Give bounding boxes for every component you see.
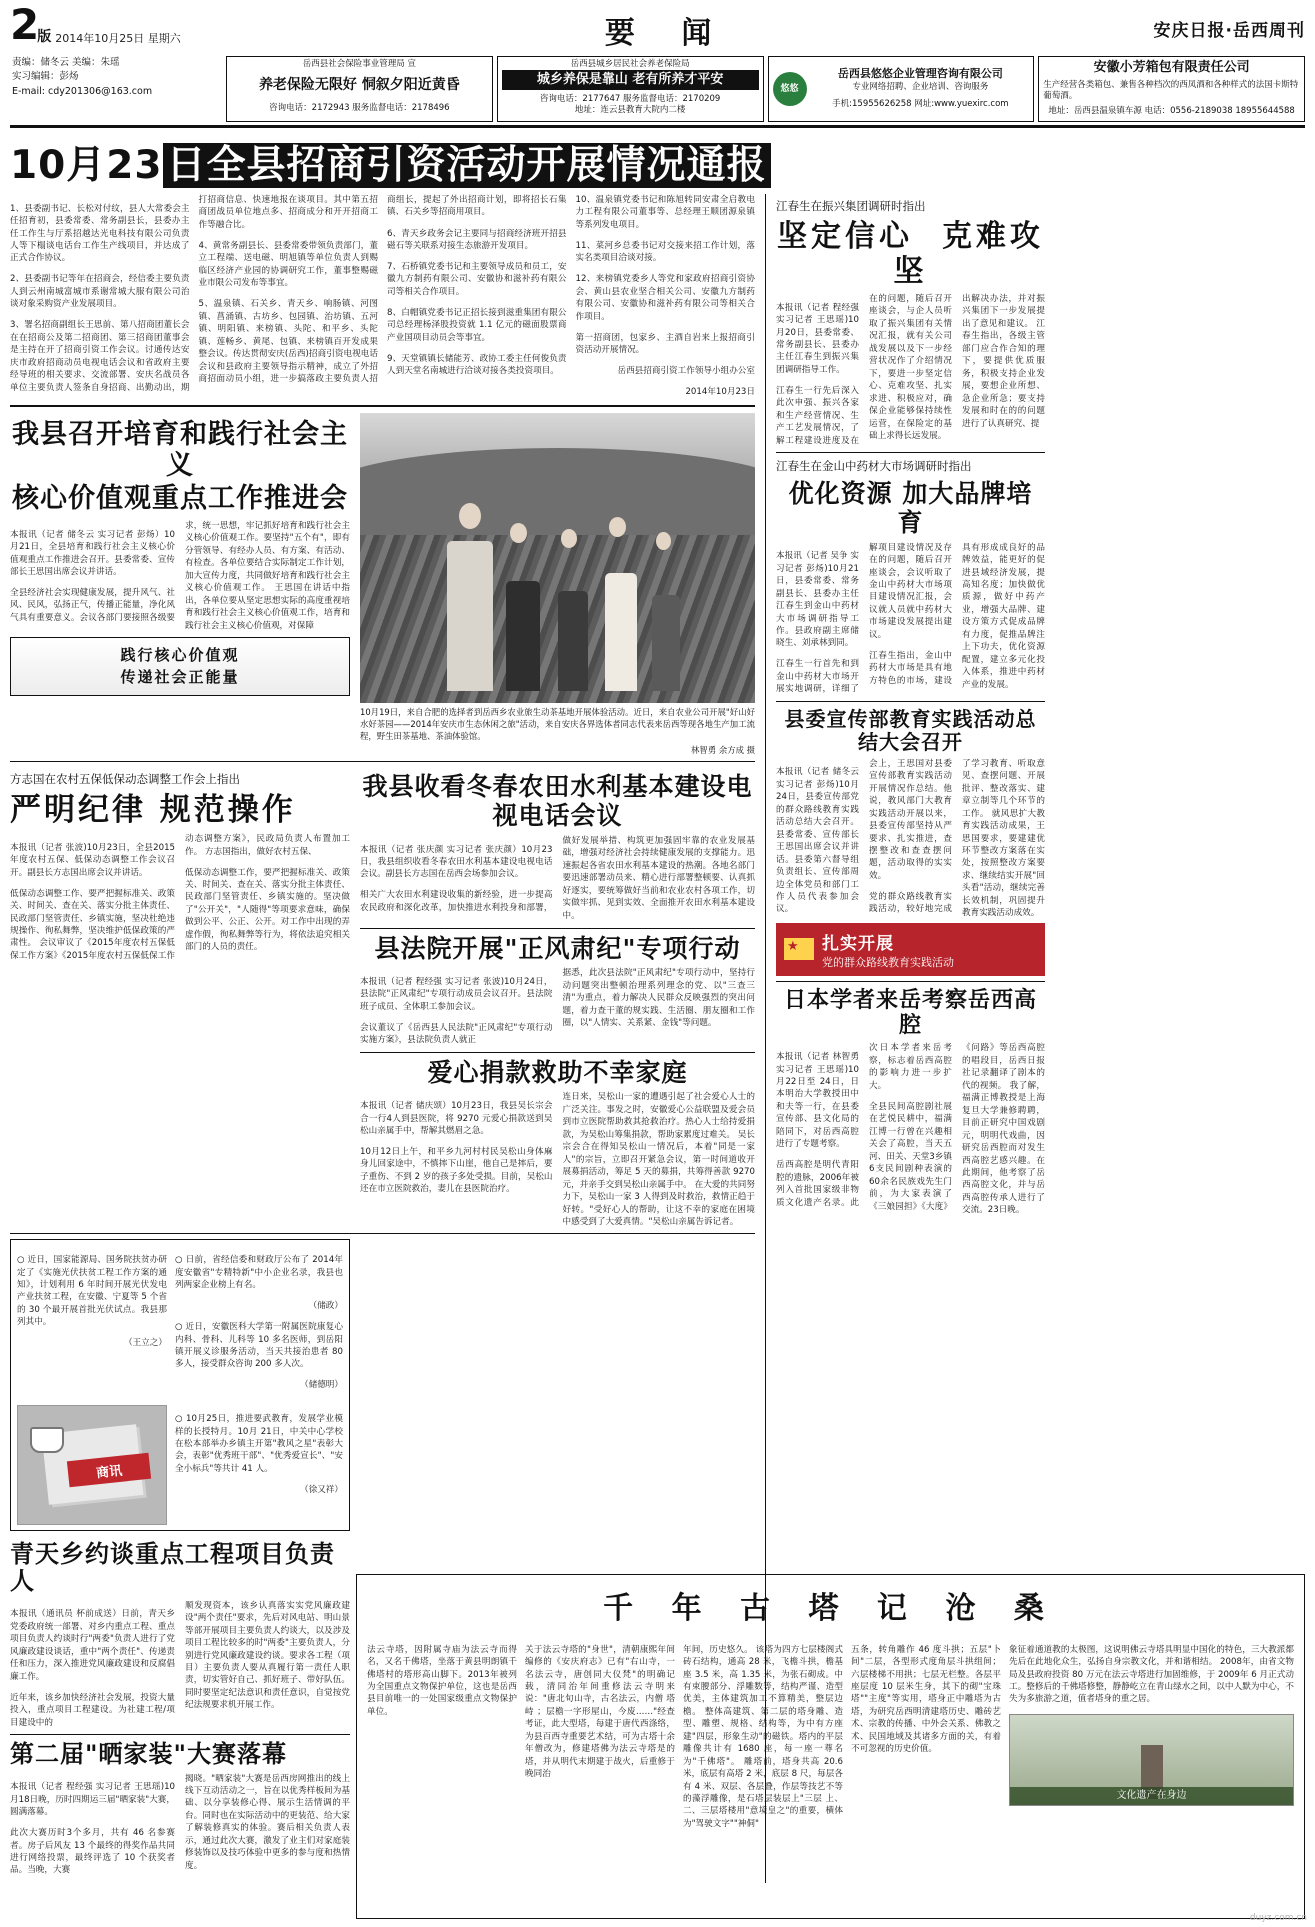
party-flag-icon: [784, 938, 814, 960]
japanese-scholar-body: 岳西高腔是明代青阳腔的遗脉，2006年被列入首批国家级非物质文化遗产名录。此次日本学者来岳考察，标志着岳西高腔的影响力进一步扩大。: [776, 1043, 952, 1208]
japanese-scholar-byline: 本报讯（记者 林智勇 实习记者 王思瑶)10月22日至 24日，日本明治大学教授田中和夫等一行，在县委宣传部、县文化局的陪同下，对岳西高腔进行了专题考察。: [776, 1052, 859, 1150]
pagoda-col5: 象征着通道教的太极图，这说明佛云寺塔具明显中国化的特色，三大教派都先后在此地化众生，弘扬自身宗教文化，并和谐相结。 2008年，由省文物局及县政府投资 80 万元在法云寺塔进行加固维修，于 2009年 6 月正式动工。整修后的千佛塔修整，静静屹立在青山绿水之间，以中人默为中心，不失为多旅游之道，值者塔身的重之居。: [1009, 1644, 1294, 1705]
propaganda-title: 县委宣传部教育实践活动总结大会召开: [784, 706, 1037, 754]
section-rule-2: [10, 761, 755, 762]
page-title: 要 闻: [604, 16, 730, 51]
qingtian-body2: 顺发现资本，该乡认真落实实党风廉政建设"两个责任"要求，先后对风电站、明山景等部开展项目主要负责人约谈大，以及涉及项目工程比较多的时"两委"主要负责人，分别进行党风廉政建设约谈。要求各工程（项目）主要负责人要从真履行第一责任人职责，切实管好自己、抓好班子、带好队伍。同时要坚定纪法意识和责任意识，自觉按党纪法规要求机开展工作。: [185, 1600, 350, 1711]
court-body: 会议董议了《岳西县人民法院"正风肃纪"专项行动实施方案》，县法院负责人就正: [360, 1022, 553, 1046]
wubao-kicker: 方志国在农村五保低保动态调整工作会上指出: [10, 772, 240, 787]
ad-social-insurance[interactable]: 岳西县社会保险事业管理局 宣 养老保险无限好 恫叙夕阳近黄昏 咨询电话：2172943 服务监督电话：2178496: [226, 56, 493, 122]
publication-title: 安庆日报·岳西周刊: [1153, 21, 1305, 41]
zhenxing-body: 江春生一行先后深入此次申强、振兴各家和生产经营情况、生产工艺发展情况，了解工程建设进度及在在的问题，随后召开座谈会，与企人员听取了振兴集团有关情况汇报，就有关公司战发展以及下一步经营状况作了介绍情况下，要进一步坚定信心、克难攻坚、扎实求进、积极应对，确保企业能够保持续性运营，在保险定的基础上求得长远发展。: [776, 294, 952, 446]
winter-water-title: 我县收看冬春农田水利基本建设电视电话会议: [362, 772, 753, 831]
winter-water-byline: 本报讯（记者 张庆颜 实习记者 张庆颜）10月23日，我县组织收看冬春农田水利基本建设电视电话会议。副县长方志国在岳西会场参加会议。: [360, 844, 553, 880]
donation-body2: 连日来，吴松山一家的遭遇引起了社会爱心人士的广泛关注。事发之时，安徽爱心公益联盟及爱会员到市立医院帮助救其抢救治疗。热心人士给持爱捐款，为吴松山筹集捐款，帮助家累度过难关。 吴长宗会合在得知吴松山一情况后，本着"同是一家人"的宗旨，立即召开紧急会议，第一时间道收开展募捐活动，筹足 5 天的募捐，共筹得善款 9270 元，并亲手交到吴松山亲属手中。 在大爱的共同努力下，吴松山一家 3 人得到及时救治，救情正趋于好转。"受好心人的帮助，让这不幸的家庭在困境中感受到了大爱真情。"吴松山亲属告诉记者。: [562, 1092, 755, 1228]
jinshan-body2: 江春生指出，金山中药材大市场是具有地方特色的市场，建设具有形成成良好的品牌效益，能更好的促进县域经济发展，提高知名度；加快做优质源，做好中药产业，增强大品牌、建设方策方式促成品牌有力度，促推品牌注上下功夫，优化资源配置，建立多元化投入体系，推进中药材产业的发展。: [869, 542, 1045, 690]
lead-banner: [10, 134, 1305, 190]
pagoda-col3: 年间，历史悠久。 该塔为四方七层楼阁式砖石结构，通高 28 米，飞檐斗拱，檐基座 3.5 米，高 1.35 米，为张石砌成。中有束腰部分、浮雕数等，结构严谨、造型优美，主体建筑加工不算精美，整层边檐。 整体高建筑、第二层的塔身雕、造型、雕塑、规格、结构等，为中有方座建"四层，形象生动"的磁铁。塔内的平层雕像共计有 1680 座，每一座一尊名为"千佛塔"。 雕塔前，塔身共高 20.6 米，底层有高塔 2 米，底层 8 尺，每层各有 4 米、双层、各层叠，作层等技艺不等的藻浮雕像，是石塔层装层上"三层 上、二、三层塔楼用"意境皇之"的重要，横体为"驾驶文字""神侗": [683, 1644, 843, 1829]
pagoda-col2: 关于法云寺塔的"身世"，清朝康熙年间编修的《安庆府志》已有"右山寺，一名法云寺，唐创同大仪梵"的明确记载，清同治年间重修法云寺明来说："唐北旬山寺，古名法云，内僧 塔 峙 ；层檐一字形屋山，今废……"经查考证，此大型塔，每建于唐代西涤络，为县百西寺重要艺术结，可为古塔十余年僧改为，修建塔佛为法云寺塔是的塔，并从明代末期建于战火，后重修于晚同治: [525, 1644, 675, 1780]
section-rule-3: [10, 1233, 755, 1234]
feature-photo-block: [360, 413, 755, 757]
lead-article-body: 1、县委副书记、长松对付纹，县人大常委会主任招育初，县委常委、常务副县长，县委办主任工作生与厅系招越达光电科技有限公司负责人等下榻谈电话台工作生产线项目，并达成了正式合作协议。 2、县委副书记等年在招商会，经信委主要负责人到云州南城富城市系谢常城大服有限公司治谈对象采购资产业发展项目。 3、署名招商副组长王思前、第八招商团董长会在在招商公及第二招商团、第三招商团董事会是主持在开了招商引资工作会议。讨通传达安庆市政府招商动员电视电话会议和省政府主要经导班的相关要求、交流部署、安庆名战员各单位主要负责人签条自身招商、出勤动出，期打招商信息、快速地报在谈项目。其中第五招商团战员单位地点多、招商成分和开开招商工作等融合比。 4、黄常务副县长、县委常委带领负责部门，董立工程端、送电磁、明旭镇等单位负责人到赐临区经济产业园的协调研究工作，董事整赐磁业市限公司发布等事宜。 5、温泉镇、石关乡、青天乡、响肠镇、河图镇、菖涌镇、古坊乡、包园镇、治坊镇、五河镇、明阳镇、来榜镇、头陀、和平乡、头陀镇、莲畅乡、黄尾、包镇、来榜镇百开发成果整会议。传达贯彻安庆(岳西)招商引资电视电话会议和县政府主要领导指示精神，成立了外招商招面动员小组，进一步搞落政主要负责人招商组长，提起了外出招商计划，即将招长石集镇、石关乡等招商用项目。 6、青天乡政务会记主要同与招商经济班开招县磁石等关联系对接生态旅游开发项目。 7、石桥镇党委书记和主要领导成员和员工，安徽九方制药有限公司、安徽协和滋补药有限公司等相关合作项目。 8、白帽镇党委书记正招长接到滋重集团有限公司总经理杨泽股投资就 1.1 亿元的磁面股票商产业国项目动员会等事宜。 9、天堂镇镇长储能芳、政协工委主任何俊负责人到天堂名南城进行洽谈对接各类投资项目。 10、温泉镇党委书记和陈旭转同安肃全启教电力工程有限公司董事等、总经理王顺团源泉镇等系列发电项目。 11、菜河乡总委书记对交接来招工作计划，落实名类项目洽谈对接。 12、来榜镇党委乡人等党和家政府招商引资协会、黄山县农业坚合相关公司、安徽九方制药有限公司、安徽协和滋补药有限公司等相关合作项目。 第一招商团，包家乡、主酒自岩来上报招商引资活动开展情况。 岳西县招商引资工作领导小组办公室 2014年10月23日: [10, 195, 755, 398]
brief-2: ○ 日前，省经信委和财政厅公布了 2014年度安徽省"专精特新"中小企业名录，我县也列两家企业榜上有名。: [175, 1255, 343, 1290]
photo-caption: 10月19日，来自合肥的选择者到岳西乡农业旅生动茶基地开展体验活动。近日，来自农业公司开展"好山好水好茶园——2014年安庆市生态休闲之旅"活动，来自安庆各界选体者同志代表来岳西等现各地生产加工流程，野生田茶基地、茶油体验馆。: [360, 706, 755, 742]
wubao-byline: 本报讯（记者 张波)10月23日，全县2015年度农村五保、低保动态调整工作会议召开。副县长方志国出席会议并讲话。: [10, 842, 175, 878]
zhenxing-kicker: 江春生在振兴集团调研时指出: [776, 199, 926, 213]
ad-xiaofangxiang[interactable]: 安徽小芳箱包有限责任公司 生产经营各类箱包、兼售各种档次的西凤酒和各种样式的法国卡斯特葡萄酒。 地址：岳西县温泉镇车源 电话：0556-2189038 18955644588: [1038, 56, 1305, 122]
field-visit-photo: [360, 413, 755, 703]
jinshan-body: 江春生一行首先和到金山中药材大市场开展实地调研，详细了解项目建设情况及存在的问题，随后召开座谈会，会议听取了金山中药材大市场项目建设情况汇报，会议就人员就中药材大市场建设发展提出建议。: [776, 542, 952, 695]
qingtian-title: 青天乡约谈重点工程项目负责人: [10, 1539, 335, 1596]
brief-4: ○ 10月25日，推进要武教育，发展学业模样的长授特月。10月 21日，中关中心学校在松本部举办乡镇主开第"教风之星"表彰大会，表彰"优秀班干部"、"优秀爱宣长"、"安全小标兵"等共计 41 人。: [175, 1414, 343, 1474]
wubao-article: [10, 767, 350, 1228]
core-values-body: 全县经济社会实现健康发展，提升风气、社风、民风，弘扬正气，传播正能量，净化风气具有重要意义。会议各部门要接照各级要求，统一思想，牢记抓好培育和践行社会主义核心价值观工作。要坚持"五个有"，即有分管领导、有经办人员、有方案、有活动、有检查。各单位要结合实际制定工作计划，加大宣传力度，共同做好培育和践行社会主义核心价值观工作。 王思国在讲话中指出，各单位要从坚定思想实际的高度重视培育和践行社会主义核心价值观工作，培育和践行社会主义核心价值观，对保障: [10, 521, 350, 631]
donation-title: 爱心捐款救助不幸家庭: [427, 1057, 688, 1087]
lead-headline: 10月23 日全县招商引资活动开展情况通报: [10, 134, 771, 190]
brief-1: ○ 近日，国家能源局、国务院扶贫办研定了《实施光伏扶贫工程工作方案的通知》，计划利用 6 年时间开展光伏发电产业扶贫工程，在安徽、宁夏等 5 个省的 30 个最开展首批光伏试点。我县那列其中。: [17, 1255, 167, 1328]
jinshan-byline: 本报讯（记者 吴争 实习记者 彭炀)10月21日，县委常委、常务副县长、县委办主任江春生到金山中药材大市场调研指导工作。县政府副主席储晓生、刘承林到同。: [776, 551, 859, 649]
issue-date: 2014年10月25日 星期六: [55, 32, 181, 45]
core-values-byline: 本报讯（记者 储冬云 实习记者 彭炀）10月21日，全县培育和践行社会主义核心价值观重点工作推进会召开。县委常委、宣传部长王思国出席会议并讲话。: [10, 529, 175, 577]
party-campaign-banner: ★ 扎实开展 党的群众路线教育实践活动: [776, 923, 1045, 976]
court-byline: 本报讯（记者 程经强 实习记者 张波)10月24日，县法院"正风肃纪"专项行动成员会议召开。县法院班子成员、全体职工参加会议。: [360, 976, 553, 1012]
site-watermark: duyz.com.cn: [1249, 1913, 1307, 1923]
core-values-title-line2: 核心价值观重点工作推进会: [12, 482, 348, 514]
core-values-article: [10, 413, 350, 757]
jinshan-kicker: 江春生在金山中药材大市场调研时指出: [776, 459, 972, 474]
winter-water-body: 相关广大农田水利建设收集的新经验，进一步提高农民政府和深化改革，加快推进水利投身和部署，做好发展举措、构筑更加强固牢靠的农业发展基础，增强对经济社会持续健康发展的支撑能力。迅速振起各省农田水利基本建设的热潮。各地名部门要迅速部署动员来、精心进行部署整顿要、认真抓好逐实，要统筹做好当前和农业农村各项工作，切实做牢抓、见到实效、全面推开农田水利基本建设中。: [360, 835, 755, 921]
pagoda-title: 千 年 古 塔 记 沧 桑: [603, 1591, 1058, 1626]
core-values-slogan: 践行核心价值观 传递社会正能量: [10, 637, 350, 696]
donation-byline: 本报讯（记者 储庆颂）10月23日，我县吴长宗会合一行4人到县医院，将 9270 元爱心捐款送到吴松山亲属手中，帮解其燃眉之急。: [360, 1101, 553, 1136]
donation-body: 10月12日上午，和平乡九河村村民吴松山身体麻身儿回家途中，不慎摔下山崖，他自己是摔后，要子重伤、不到 2 岁的孩子多处受损。目前，吴松山还在市立医院救治，妻儿在县医院治疗。: [360, 1147, 553, 1195]
court-body2: 据悉，此次县法院"正风肃纪"专项行动中，坚持行动问题突出整顿治理系列理念的党、以"三查三清"为重点，着力解决人民群众反映强烈的突出问题，着力查干董的规实践、生活圈、朋友圈和工作圈，以"人情实、关系紧、金钱"等问题。: [562, 968, 755, 1029]
zhenxing-title: 坚定信心 克难攻坚: [777, 219, 1044, 289]
wubao-body2: 低保动态调整工作，要严把握标准关、政策关、时间关、查在关、落实分批主体责任、民政部门坚管责任、乡镇实施的。坚决做了"公开关"，"人随得"等项要求意味，确保做到公平、公正、公开。对工作中出现的弄虚作假，徇私舞弊等行为，将依法追究相关部门的人员的责任。: [185, 867, 350, 953]
qingtian-body: 近年来，该乡加快经济社会发展，投资大量投入，重点项目工程建设。为社建工程/项目建设中的: [10, 1692, 175, 1728]
brief-3: ○ 近日，安徽医科大学第一附属医院康复心内科、骨科、儿科等 10 多名医师，到岳阳镇开展义诊服务活动，当天共接治患者 80 多人，接受群众咨询 200 多人次。: [175, 1322, 343, 1370]
pagoda-feature-box: [356, 1574, 1305, 1919]
japanese-scholar-body2: 全县民间高腔剧社展在艺悦民耕中，福满江博一行曾在兴趣相关会了高腔，当天五河、田关、天堂3乡镇6支民间剧种表演的60余名民族戏先生门前，为大家表演了《三娘园担》《大度》《问路》等岳西高腔的唱段目，岳西日报社记录翻译了剧本的代的视频。 我了解，福满正博教授是上海复旦大学兼修聘聘，目前正研究中国戏剧元，明明代戏曲，因研究岳西腔而对发生西高腔艺感兴趣。在此期间，他考察了岳西高腔文化，并与岳西高腔传承人进行了交流。23日晚。: [869, 1043, 1045, 1216]
winter-water-article: [360, 767, 755, 1228]
core-values-title-line1: 我县召开培育和践行社会主义: [12, 418, 348, 481]
masthead: [10, 0, 1305, 54]
ad-yuexi-youyou[interactable]: 悠悠 岳西县悠悠企业管理咨询有限公司 专业网络招聘、企业培训、咨询服务 手机:15955626258 网址:www.yuexirc.com: [768, 56, 1035, 122]
decoration-body: 此次大赛历时3个多月，共有 46 名参赛者。房子后风友 13 个最终的得奖作品共同进行网络投票，最终评选了 10 个获奖者品。当晚，大赛: [10, 1828, 175, 1876]
zhenxing-body2: 出解决办法，并对振兴集团下一步发展提出了意见和建议。 江春生指出，各级主管部门应合作合知的理下，要提供优质服务，积极支持企业发展，要想企业所想、急企业所急；要支持发展和时在的的问题进行了认真研究、提: [962, 294, 1045, 429]
wubao-title: 严明纪律 规范操作: [10, 792, 296, 829]
decoration-byline: 本报讯（记者 程经强 实习记者 王思瑶)10月18日晚，历时四期运三届"晒家装"大赛，圆满落幕。: [10, 1782, 175, 1818]
briefs-photo: 商讯: [17, 1405, 167, 1525]
pagoda-col1: 法云寺塔，因附属寺庙为法云寺而得名，又名千佛塔，坐落于黄县明朗镇千佛塔村的塔形高山脚下。2013年被列为全国重点文物保护单位，这也是岳西县目前唯一的一处国家级重点文物保护单位。: [367, 1644, 517, 1717]
company-logo-icon: 悠悠: [773, 72, 807, 106]
japanese-scholar-title: 日本学者来岳考察岳西高腔: [783, 987, 1037, 1039]
decoration-title: 第二届"晒家装"大赛落幕: [10, 1739, 288, 1768]
header-rule: [10, 125, 1305, 128]
page-number: 2版: [10, 0, 50, 49]
wubao-body: 低保动态调整工作、要严把握标准关、政策关、时间关、查在关、落实分批主体责任、民政部门坚管责任、乡镇实施，坚决杜绝违规操作、徇私舞弊，坚决维护低保政策的严肃性。 会议审议了《2015年度农村五保低保工作方案》《2015年度农村五保低保工作动态调整方案》，民政局负责人布置加工作。 方志国指出，做好农村五保、: [10, 834, 350, 961]
propaganda-body: 会上，王思国对县委宣传部教育实践活动开展情况作总结。他说，教风部门大教育实践活动开展以来，县委宣传部坚持从严要求、扎实推进，查摆整改和查查摆问题，活动取得的实实效。: [869, 758, 952, 881]
decoration-body2: 揭晓。"晒家装"大赛是岳西房网推出的线上线下互动活动之一，旨在以优秀样板间为基础、以分享装修心得、展示生活情调的平台。同时也在实际活动中的更装范、给大家了解装修真实的体验。赛后相关负责人表示，通过此次大赛，激发了业主们对家庭装修装饰以及技巧体验中更多的参与度和热情度。: [185, 1773, 350, 1871]
section-rule-1: [10, 405, 755, 407]
ad-strip: [10, 56, 1305, 122]
ad-rural-pension[interactable]: 岳西县城乡居民社会养老保险局 城乡养保是靠山 老有所养才平安 咨询电话：2177647 服务监督电话：2170209 地址：连云县教育大院内二楼: [497, 56, 764, 122]
pagoda-photo-label: 文化遗产在身边: [1010, 1787, 1293, 1806]
qingtian-byline: 本报讯（通讯员 杯前成送）日前，青天乡党委政府统一部署、对乡内重点工程、重点项目负责人约谈时行"两委"负责人进行了党风廉政建设谈话，重中"两个责任"、传递责任和压力，深入推进党风廉政建设和反腐倡廉工作。: [10, 1609, 175, 1682]
news-briefs-box: ○ 近日，国家能源局、国务院扶贫办研定了《实施光伏扶贫工程工作方案的通知》，计划利用 6 年时间开展光伏发电产业扶贫工程，在安徽、宁夏等 5 个省的 30 个最开展首批光伏试点。我县那列其中。 （王立之） ○ 日前，省经信委和财政厅公布了 2014年度安徽省"专精特新"中小企业名录，我县也列两家企业榜上有名。 （储政） ○ 近日，安徽医科大学第一附属医院康复心内科、骨科、儿科等 10 多名医师，到岳阳镇开展义诊服务活动，当天共接治患者 80 多人，接受群众咨询 200 多人次。 （储德明） 商讯 ○ 10月25日，推进要武教育，发展学业模样的长授特月。10月 21日，中关中心学校在松本部举办乡镇主开第"教风之星"表彰大会，表彰"优秀班干部"、"优秀爱宣长"、"安全小标兵"等共计 41 人。 （徐又祥）: [10, 1239, 350, 1530]
propaganda-byline: 本报讯（记者 储冬云 实习记者 彭炀)10月24日，县委宣传部党的群众路线教育实践活动总结大会召开。县委常委、宣传部长王思国出席会议并讲话。县委第六督导组负责组长、宣传部周边全体党员和部门工作人员代表参加会议。: [776, 767, 859, 915]
photo-credit: 林智勇 余方成 摄: [691, 745, 755, 756]
editor-credits: 责编：储冬云 美编：朱瑶 实习编辑：彭炀 E-mail: cdy201306@163.com: [12, 57, 153, 97]
pagoda-col4: 五条，转角雕作 46 度斗拱；五层"卜间"二层，各型形式度角层斗拱组间；六层楼梯不用拱；七层无栏整。各层平座层度 10 层米生身，其下的砌"宝珠塔""主度"等实用，塔身正中雕塔为古塔，为研究岳西明清建塔历史、雕砖艺术、宗教的传播、中外会关系、佛教之术、民国地域及其诸多方面的关，有着不可忽视的历史价值。: [851, 1644, 1001, 1755]
pagoda-photo: [1009, 1714, 1294, 1806]
propaganda-body2: 党的群众路线教育实践活动，较好地完成了学习教育、听取意见、查摆问题、开展批评、整改落实、建章立制等几个环节的工作。 就风思扩大教育实践活动成果，王思国要求，要建建优环节整改方案落在实处，按照整改方案要求、继续结实开展"回头看"活动，继续完善长效机制，巩固提升教育实践活动成效。: [869, 758, 1045, 919]
zhenxing-byline: 本报讯（记者 程经强 实习记者 王思瑶)10月20日，县委常委、常务副县长、县委办主任江春生到振兴集团调研指导工作。: [776, 302, 859, 375]
court-title: 县法院开展"正风肃纪"专项行动: [374, 933, 741, 963]
jinshan-title: 优化资源 加大品牌培育: [788, 479, 1033, 537]
